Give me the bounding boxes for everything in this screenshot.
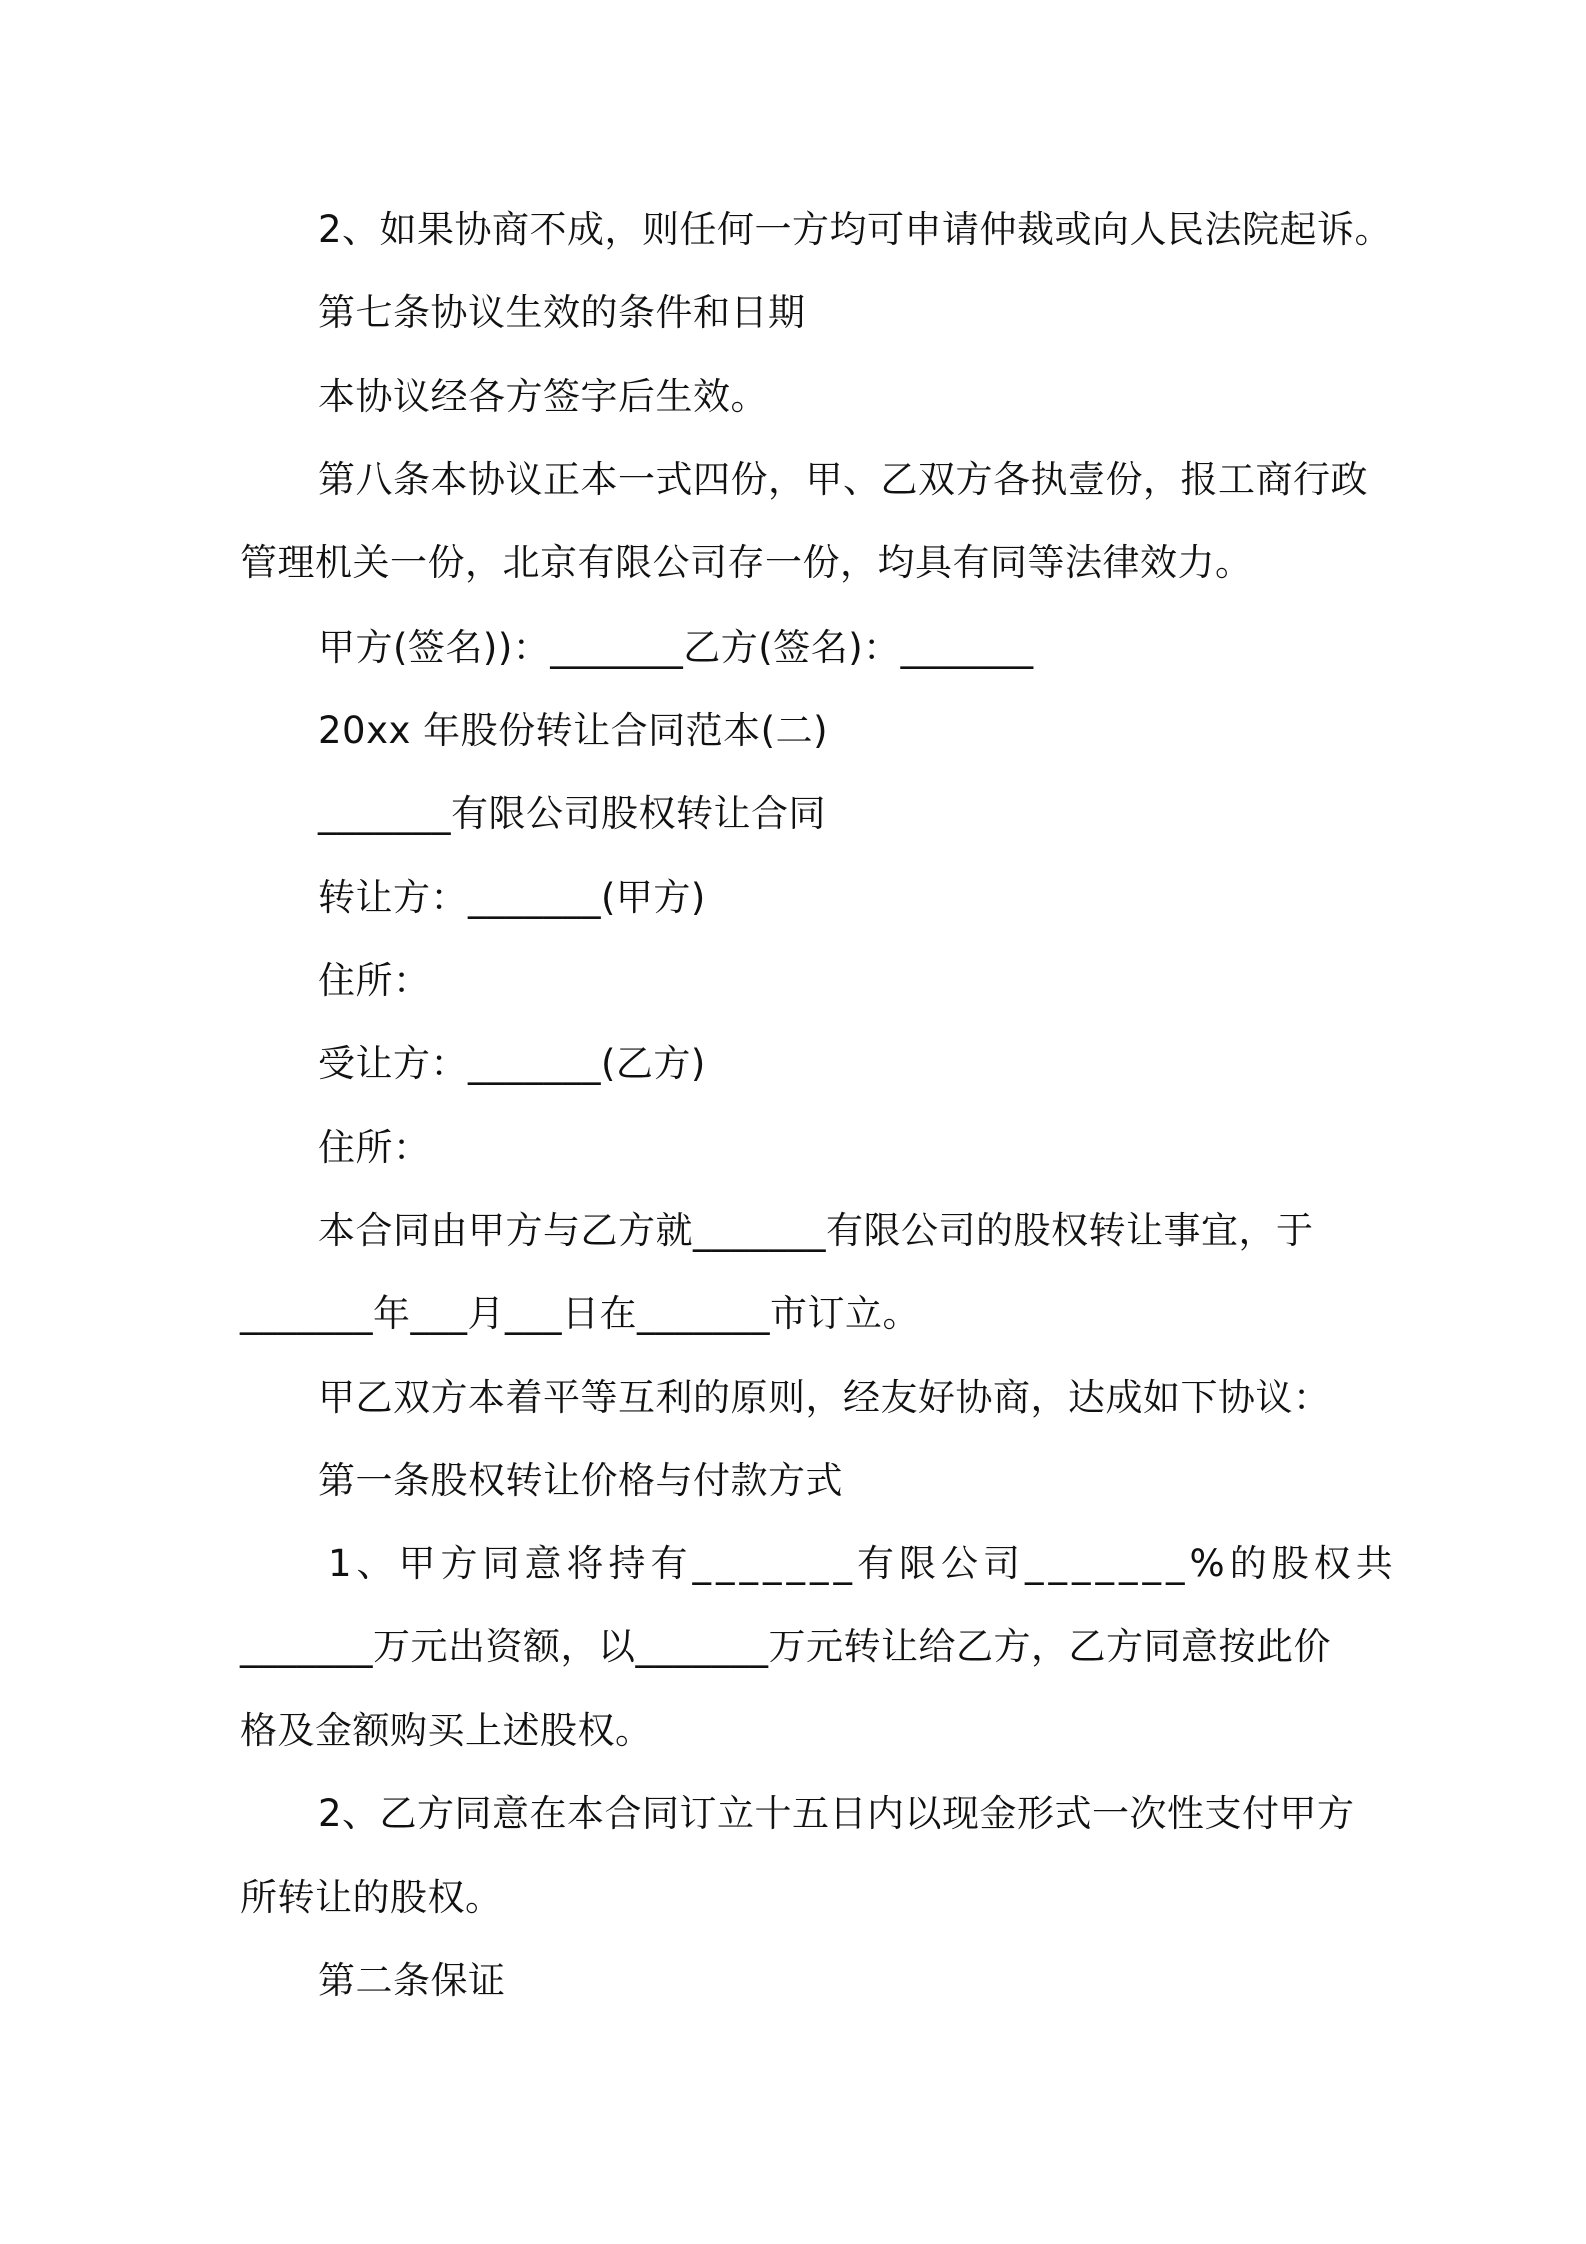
heading-article-2: 第二条保证 [318,1959,506,2002]
paragraph-dispute-clause-2: 2、如果协商不成，则任何一方均可申请仲裁或向人民法院起诉。 [318,208,1393,251]
transferee-address: 住所： [318,1126,431,1169]
transferee-line: 受让方：_______(乙方) [318,1042,706,1085]
paragraph-principle: 甲乙双方本着平等互利的原则，经友好协商，达成如下协议： [318,1376,1331,1419]
signature-line: 甲方(签名))：_______乙方(签名)：_______ [318,626,1034,669]
paragraph-effective: 本协议经各方签字后生效。 [318,375,768,418]
transferor-address: 住所： [318,959,431,1002]
paragraph-article-1-1-line1: 1、甲方同意将持有_______有限公司_______%的股权共 [328,1542,1398,1585]
paragraph-article-1-2-line1: 2、乙方同意在本合同订立十五日内以现金形式一次性支付甲方 [318,1792,1355,1835]
paragraph-article-8-line2: 管理机关一份，北京有限公司存一份，均具有同等法律效力。 [240,541,1253,584]
document-subtitle: 20xx 年股份转让合同范本(二) [318,709,829,752]
paragraph-article-1-1-line3: 格及金额购买上述股权。 [240,1709,653,1752]
paragraph-article-1-2-line2: 所转让的股权。 [240,1876,503,1919]
heading-article-1: 第一条股权转让价格与付款方式 [318,1459,843,1502]
paragraph-preamble-line2: _______年___月___日在_______市订立。 [240,1292,920,1335]
transferor-line: 转让方：_______(甲方) [318,876,706,919]
paragraph-article-1-1-line2: _______万元出资额，以_______万元转让给乙方，乙方同意按此价 [240,1625,1331,1668]
heading-article-7: 第七条协议生效的条件和日期 [318,291,806,334]
paragraph-article-8-line1: 第八条本协议正本一式四份，甲、乙双方各执壹份，报工商行政 [318,458,1368,501]
contract-title: _______有限公司股权转让合同 [318,792,826,835]
paragraph-preamble-line1: 本合同由甲方与乙方就_______有限公司的股权转让事宜，于 [318,1209,1314,1252]
